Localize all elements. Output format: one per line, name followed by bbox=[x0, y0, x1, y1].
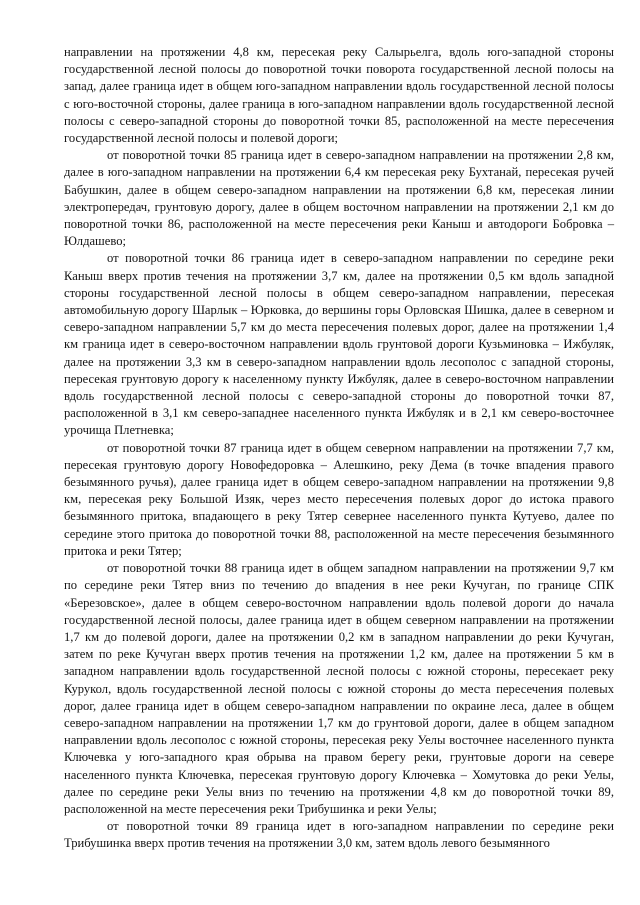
paragraph-continuation: направлении на протяжении 4,8 км, пересекая реку Салырьелга, вдоль юго-западной стороны государственной лесной полосы до поворотной точки поворота государственной лесной полосы на запад, далее граница идет в общем юго-западном направлении вдоль государственной лесной полосы с юго-восточной стороны, далее граница в юго-западном направлении вдоль государственной лесной полосы с северо-западной стороны до поворотной точки 85, расположенной на месте пересечения государственной лесной полосы и полевой дороги; bbox=[64, 45, 614, 146]
paragraph-point-86: от поворотной точки 86 граница идет в северо-западном направлении по середине реки Каныш вверх против течения на протяжении 3,7 км, далее на протяжении 0,5 км вдоль западной стороны государственной лесной полосы в общем северо-западном направлении, пересекая автомобильную дорогу Шарлык – Юрковка, до вершины горы Орловская Шишка, далее в северном и северо-западном направлении 5,7 км до места пересечения полевых дорог, далее на протяжении 1,4 км граница идет в северо-восточном направлении вдоль грунтовой дороги Кузьминовка – Ижбуляк, далее на протяжении 3,3 км в северо-западном направлении вдоль лесополос с западной стороны, пересекая грунтовую дорогу к населенному пункту Ижбуляк, далее в северо-восточном направлении вдоль государственной лесной полосы с северо-западной стороны до поворотной точки 87, расположенной в 3,1 км северо-западнее населенного пункта Ижбуляк и в 2,1 км северо-восточнее урочища Плетневка; bbox=[64, 251, 614, 438]
paragraph-point-87: от поворотной точки 87 граница идет в общем северном направлении на протяжении 7,7 км, пересекая грунтовую дорогу Новофедоровка – Алешкино, реку Дема (в точке впадения правого безымянного ручья), далее граница идет в общем северо-западном направлении на протяжении 9,8 км, пересекая реку Большой Изяк, через место пересечения полевых дорог до истока правого безымянного притока, впадающего в реку Тятер севернее населенного пункта Кутуево, далее по середине этого притока до поворотной точки 88, расположенной на месте пересечения безымянного притока и реки Тятер; bbox=[64, 440, 614, 558]
paragraph-point-88: от поворотной точки 88 граница идет в общем западном направлении на протяжении 9,7 км по середине реки Тятер вниз по течению до впадения в нее реки Кучуган, по границе СПК «Березовское», далее в общем северо-восточном направлении вдоль полевой дороги до начала государственной лесной полосы, далее граница идет в общем северном направлении на протяжении 1,7 км до полевой дороги, далее на протяжении 0,2 км в западном направлении до реки Кучуган, затем по реке Кучуган вверх против течения на протяжении 1,2 км, далее на протяжении 5 км в западном направлении вдоль государственной лесной полосы с южной стороны, пересекает реку Курукол, вдоль государственной лесной полосы с южной стороны до места пересечения полевых дорог, далее граница идет в общем северо-западном направлении по окраине леса, далее в общем северо-западном направлении на протяжении 1,7 км до грунтовой дороги, далее в общем западном направлении вдоль лесополос с южной стороны, пересекая реку Уелы восточнее населенного пункта Ключевка у юго-западного края обрыва на правом берегу реки, грунтовые дороги на севере населенного пункта Ключевка, пересекая грунтовую дорогу Ключевка – Хомутовка до реки Уелы, далее по середине реки Уелы вниз по течению на протяжении 4,8 км до поворотной точки 89, расположенной на месте пересечения реки Трибушинка и реки Уелы; bbox=[64, 561, 614, 816]
paragraph-point-89: от поворотной точки 89 граница идет в юго-западном направлении по середине реки Трибушинка вверх против течения на протяжении 3,0 км, затем вдоль левого безымянного bbox=[64, 819, 614, 851]
paragraph-point-85: от поворотной точки 85 граница идет в северо-западном направлении на протяжении 2,8 км, далее в юго-западном направлении на протяжении 6,4 км пересекая реку Бухтанай, пересекая ручей Бабушкин, далее в общем северо-западном направлении на протяжении 6,8 км, пересекая линии электропередач, грунтовую дорогу, далее в общем восточном направлении на протяжении 2,1 км до поворотной точки 86, расположенной на месте пересечения реки Каныш и автодороги Бобровка – Юлдашево; bbox=[64, 148, 614, 249]
